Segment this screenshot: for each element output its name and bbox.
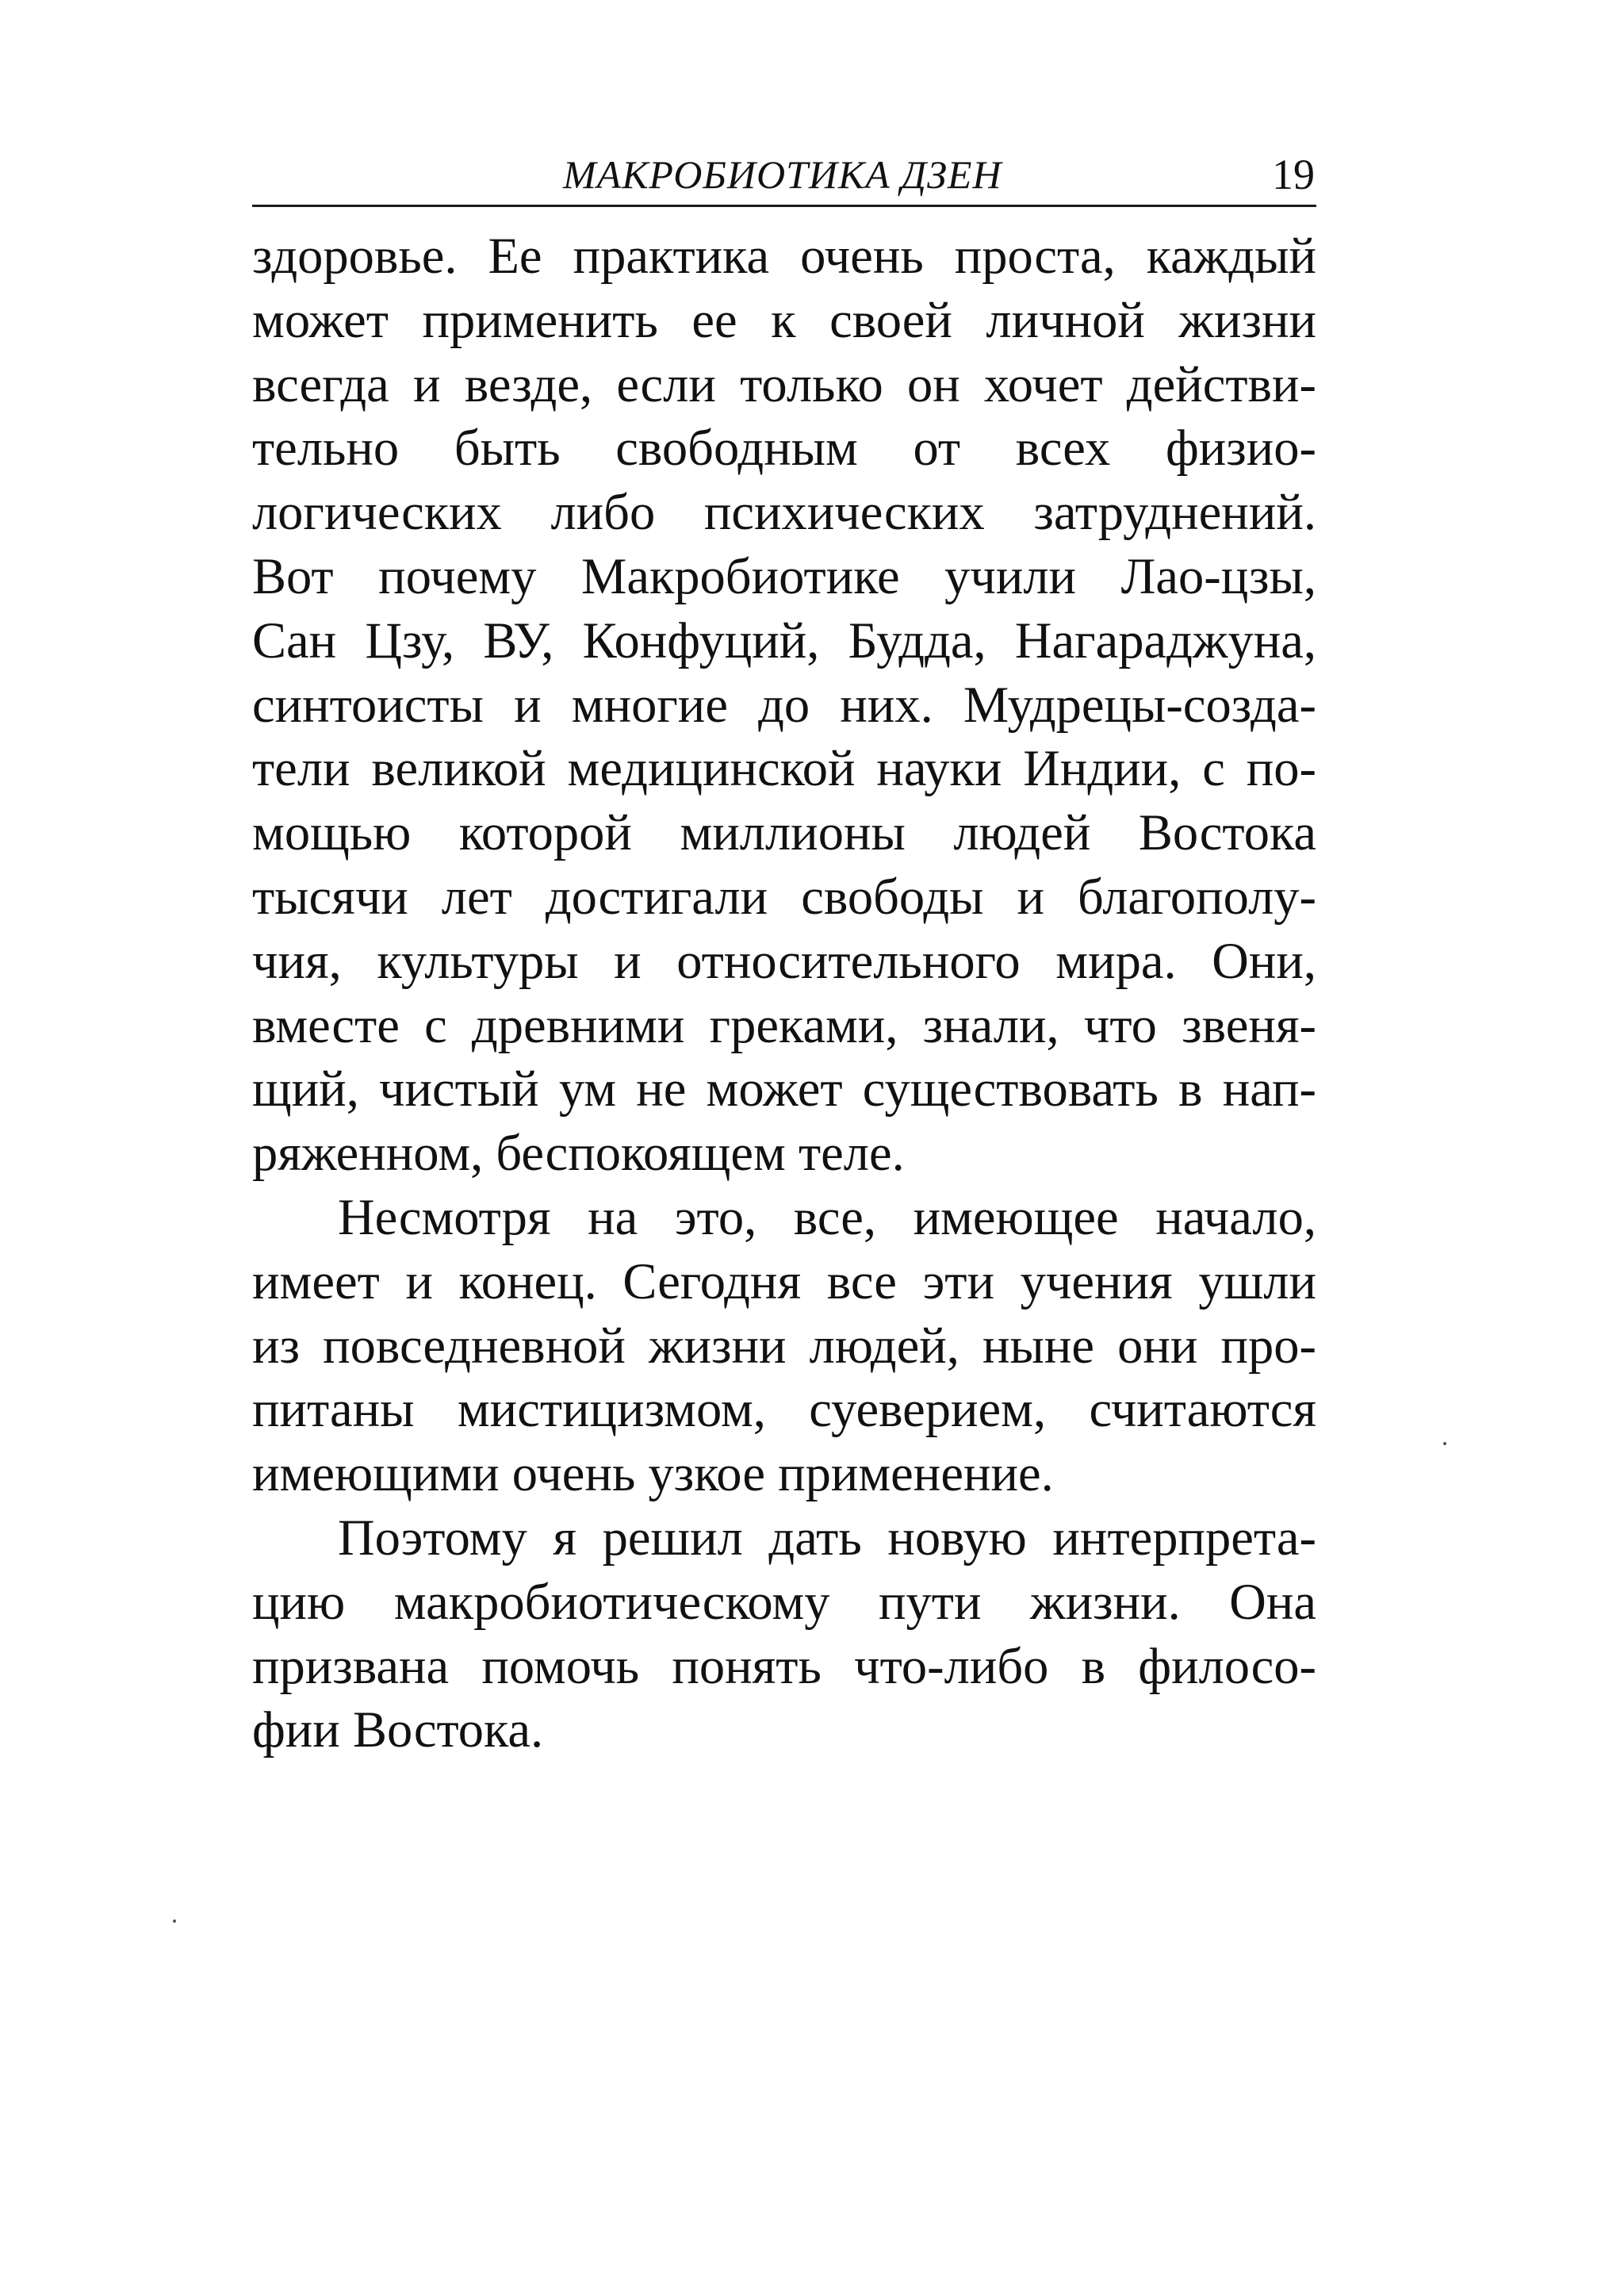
scan-speck xyxy=(1443,1442,1446,1445)
text-line: может применить ее к своей личной жизни xyxy=(252,291,1316,348)
text-line: имеет и конец. Сегодня все эти учения ушли xyxy=(252,1252,1316,1310)
text-line: ряженном, беспокоящем теле. xyxy=(252,1125,905,1182)
scan-speck xyxy=(173,1919,176,1923)
text-line: тельно быть свободным от всех физио- xyxy=(252,420,1316,477)
running-head xyxy=(252,148,1315,201)
body-text xyxy=(252,224,1316,1762)
text-line: призвана помочь понять что-либо в филосо- xyxy=(252,1637,1316,1694)
text-line: Сан Цзу, ВУ, Конфуций, Будда, Нагараджуна, xyxy=(252,612,1316,669)
text-line: синтоисты и многие до них. Мудрецы-созда- xyxy=(252,676,1316,733)
running-title: МАКРОБИОТИКА ДЗЕН xyxy=(563,152,1002,197)
text-line: тысячи лет достигали свободы и благополу- xyxy=(252,868,1316,925)
text-line: вместе с древними греками, знали, что звеня- xyxy=(252,996,1316,1053)
text-line: Несмотря на это, все, имеющее начало, xyxy=(338,1188,1316,1245)
text-line: фии Востока. xyxy=(252,1701,544,1758)
header-rule xyxy=(252,205,1316,207)
text-line: здоровье. Ее практика очень проста, каждый xyxy=(252,228,1316,284)
text-line: щий, чистый ум не может существовать в нап- xyxy=(252,1060,1316,1118)
text-line: всегда и везде, если только он хочет действи- xyxy=(252,355,1316,412)
text-line: тели великой медицинской науки Индии, с по- xyxy=(252,740,1316,797)
text-line: мощью которой миллионы людей Востока xyxy=(252,804,1316,861)
text-line: из повседневной жизни людей, ныне они про- xyxy=(252,1317,1316,1374)
text-line: питаны мистицизмом, суеверием, считаются xyxy=(252,1381,1316,1438)
text-line: логических либо психических затруднений. xyxy=(252,484,1316,541)
text-line: имеющими очень узкое применение. xyxy=(252,1445,1054,1502)
text-line: Вот почему Макробиотике учили Лао-цзы, xyxy=(252,547,1316,604)
text-line: чия, культуры и относительного мира. Они, xyxy=(252,932,1316,989)
text-line: Поэтому я решил дать новую интерпрета- xyxy=(338,1509,1316,1566)
page-number: 19 xyxy=(1272,151,1315,198)
text-line: цию макробиотическому пути жизни. Она xyxy=(252,1573,1316,1630)
